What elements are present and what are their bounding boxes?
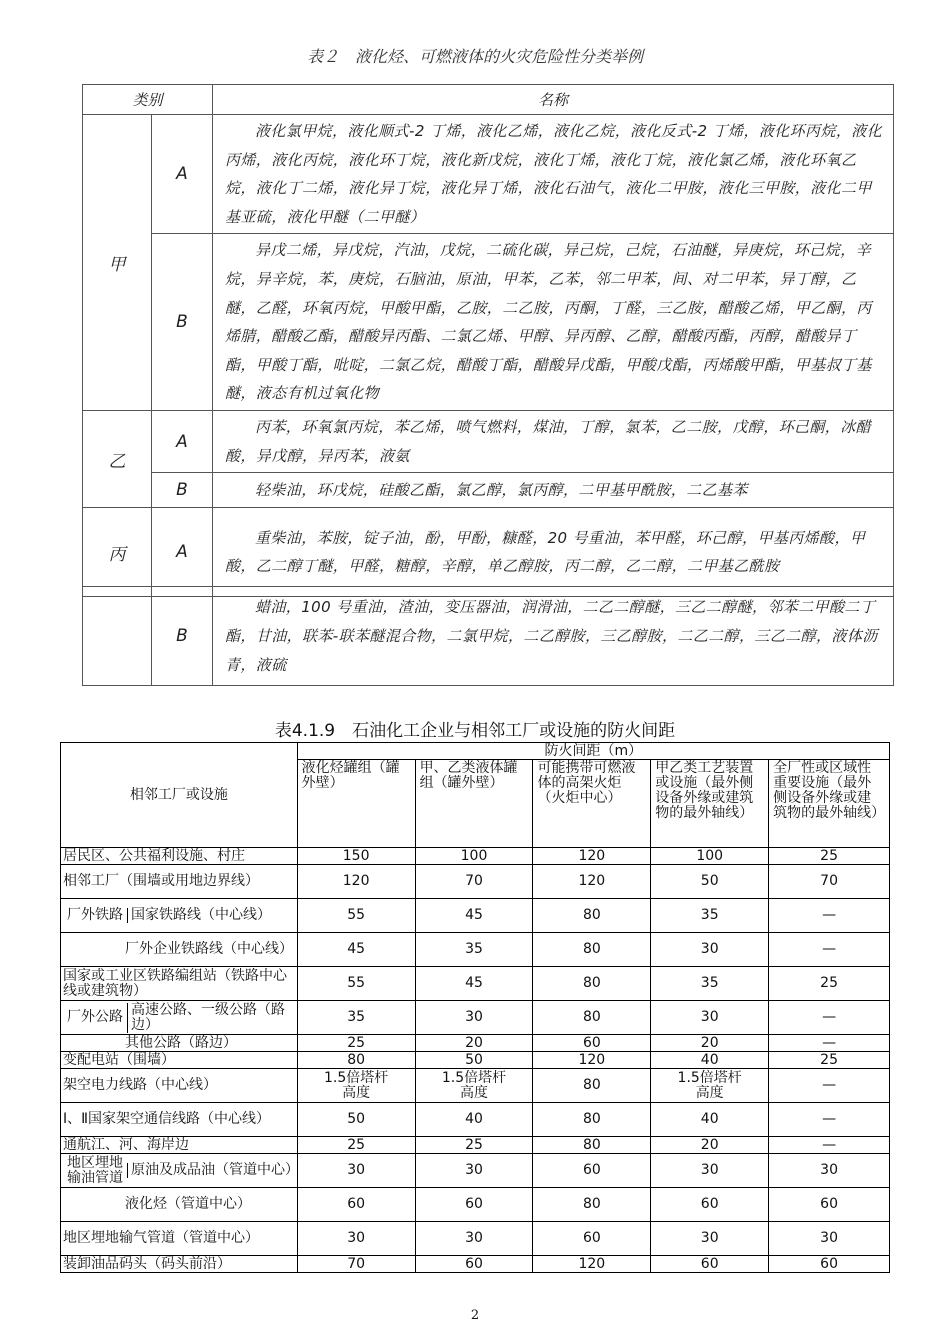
value-cell: — bbox=[769, 1103, 890, 1137]
value-cell: — bbox=[769, 1137, 890, 1154]
value-cell: 120 bbox=[533, 865, 651, 899]
page-number: 2 bbox=[470, 1308, 480, 1323]
value-cell: 25 bbox=[769, 848, 890, 865]
category-bing: 丙 bbox=[83, 508, 152, 597]
value-cell: 60 bbox=[533, 1222, 651, 1256]
table1-title: 表２ 液化烃、可燃液体的火灾危险性分类举例 bbox=[306, 47, 643, 66]
value-cell: 120 bbox=[533, 848, 651, 865]
value-cell: 60 bbox=[651, 1256, 769, 1273]
value-cell: 30 bbox=[651, 1001, 769, 1035]
value-cell: 30 bbox=[769, 1222, 890, 1256]
substance-list: 液化氯甲烷，液化顺式-2 丁烯，液化乙烯，液化乙烷，液化反式-2 丁烯，液化环丙烷，液化丙烯，液化丙烷，液化环丁烷，液化新戊烷，液化丁烯，液化丁烷，液化氯乙烯，液化环氧乙烷，液化丁二烯，液化异丁烷，液化异丁烯，液化石油气，液化二甲胺，液化三甲胺，液化二甲基亚硫，液化甲醚（二甲醚） bbox=[213, 115, 894, 234]
substance-list: 轻柴油，环戊烷，硅酸乙酯，氯乙醇，氯丙醇，二甲基甲酰胺，二乙基苯 bbox=[213, 473, 894, 508]
value-cell: 70 bbox=[297, 1256, 415, 1273]
value-cell: 25 bbox=[769, 1052, 890, 1069]
value-cell: 60 bbox=[533, 1035, 651, 1052]
subclass-label: B bbox=[152, 587, 213, 686]
value-cell bbox=[415, 1069, 533, 1103]
value-cell: — bbox=[769, 933, 890, 967]
value-cell: 60 bbox=[651, 1188, 769, 1222]
row-label: 地区埋地输气管道（管道中心） bbox=[61, 1222, 298, 1256]
value-cell: 45 bbox=[415, 899, 533, 933]
row-label: 变配电站（围墙） bbox=[61, 1052, 298, 1069]
value-cell: 25 bbox=[297, 1137, 415, 1154]
value-cell: 30 bbox=[297, 1154, 415, 1188]
category-empty-cell bbox=[83, 587, 152, 686]
value-cell: 50 bbox=[651, 865, 769, 899]
value-cell: 30 bbox=[651, 933, 769, 967]
value-cell: 35 bbox=[415, 933, 533, 967]
substance-list: 重柴油，苯胺，锭子油，酚，甲酚，糠醛，20 号重油，苯甲醛，环己醇，甲基丙烯酸，甲酸，乙二醇丁醚，甲醛，糖醇，辛醇，单乙醇胺，丙二醇，乙二醇，二甲基乙酰胺 bbox=[213, 508, 894, 597]
hazard-classification-table-continued bbox=[82, 586, 894, 686]
value-cell: 70 bbox=[769, 865, 890, 899]
value-cell: 60 bbox=[415, 1188, 533, 1222]
row-label: 通航江、河、海岸边 bbox=[61, 1137, 298, 1154]
value-cell: 55 bbox=[297, 967, 415, 1001]
row-label: 居民区、公共福利设施、村庄 bbox=[61, 848, 298, 865]
value-cell: 100 bbox=[415, 848, 533, 865]
value-cell: 20 bbox=[651, 1137, 769, 1154]
row-label: 液化烃（管道中心） bbox=[61, 1188, 298, 1222]
value-cell: 120 bbox=[533, 1052, 651, 1069]
row-label: 其他公路（路边） bbox=[61, 1035, 298, 1052]
value-text: 1.5倍塔杆高度 bbox=[677, 1069, 742, 1101]
header-col: 全厂性或区域性重要设施（最外侧设备外缘或建筑物的最外轴线） bbox=[769, 760, 890, 848]
value-cell: 40 bbox=[651, 1052, 769, 1069]
value-cell: — bbox=[769, 1001, 890, 1035]
value-cell: 25 bbox=[415, 1137, 533, 1154]
header-fire-distance: 防火间距（m） bbox=[297, 743, 889, 760]
header-col: 可能携带可燃液体的高架火炬（火炬中心） bbox=[533, 760, 651, 848]
value-cell: 80 bbox=[533, 1188, 651, 1222]
value-cell: 80 bbox=[533, 1137, 651, 1154]
value-cell bbox=[651, 1069, 769, 1103]
subclass-label: B bbox=[152, 234, 213, 411]
value-cell: 80 bbox=[297, 1052, 415, 1069]
value-cell: 80 bbox=[533, 1069, 651, 1103]
value-cell: 60 bbox=[769, 1188, 890, 1222]
row-label: 国家铁路线（中心线） bbox=[127, 908, 295, 923]
table2-title: 表4.1.9 石油化工企业与相邻工厂或设施的防火间距 bbox=[274, 721, 676, 741]
row-label-grouped bbox=[61, 1154, 298, 1188]
value-cell: 55 bbox=[297, 899, 415, 933]
value-cell: 30 bbox=[415, 1001, 533, 1035]
header-name: 名称 bbox=[213, 85, 894, 115]
value-cell: 60 bbox=[297, 1188, 415, 1222]
header-adjacent-facility: 相邻工厂或设施 bbox=[61, 743, 298, 848]
value-cell: 30 bbox=[297, 1222, 415, 1256]
value-cell: 150 bbox=[297, 848, 415, 865]
value-cell: 40 bbox=[415, 1103, 533, 1137]
substance-list: 蜡油，100 号重油，渣油，变压器油，润滑油，二乙二醇醚，三乙二醇醚，邻苯二甲酸二丁酯，甘油，联苯-联苯醚混合物，二氯甲烷，二乙醇胺，三乙醇胺，二乙二醇，三乙二醇，液体沥青，液硫 bbox=[213, 587, 894, 686]
value-cell: 100 bbox=[651, 848, 769, 865]
group-label: 厂外公路 bbox=[67, 1009, 123, 1025]
value-cell: 20 bbox=[415, 1035, 533, 1052]
value-cell: 25 bbox=[769, 967, 890, 1001]
substance-list: 丙苯，环氧氯丙烷，苯乙烯，喷气燃料，煤油，丁醇，氯苯，乙二胺，戊醇，环己酮，冰醋酸，异戊醇，异丙苯，液氨 bbox=[213, 410, 894, 472]
value-cell: — bbox=[769, 899, 890, 933]
row-label: 装卸油品码头（码头前沿） bbox=[61, 1256, 298, 1273]
value-cell bbox=[297, 1069, 415, 1103]
row-label: 厂外企业铁路线（中心线） bbox=[61, 933, 298, 967]
row-label: Ⅰ、Ⅱ国家架空通信线路（中心线） bbox=[61, 1103, 298, 1137]
fire-distance-table bbox=[60, 742, 890, 1273]
value-cell: 35 bbox=[297, 1001, 415, 1035]
value-cell: 80 bbox=[533, 1103, 651, 1137]
value-cell: 35 bbox=[651, 899, 769, 933]
group-label: 厂外铁路 bbox=[67, 907, 123, 923]
subclass-label: A bbox=[152, 508, 213, 597]
row-label: 架空电力线路（中心线） bbox=[61, 1069, 298, 1103]
value-cell: — bbox=[769, 1035, 890, 1052]
category-yi: 乙 bbox=[83, 410, 152, 507]
group-label: 地区埋地输油管道 bbox=[67, 1154, 123, 1186]
row-label: 相邻工厂（围墙或用地边界线） bbox=[61, 865, 298, 899]
value-cell: 50 bbox=[415, 1052, 533, 1069]
header-col: 液化烃罐组（罐外壁） bbox=[297, 760, 415, 848]
header-category: 类别 bbox=[83, 85, 213, 115]
header-col: 甲、乙类液体罐组（罐外壁） bbox=[415, 760, 533, 848]
substance-list: 异戊二烯，异戊烷，汽油，戊烷，二硫化碳，异己烷，己烷，石油醚，异庚烷，环己烷，辛烷，异辛烷，苯，庚烷，石脑油，原油，甲苯，乙苯，邻二甲苯，间、对二甲苯，异丁醇，乙醚，乙醛，环氧丙烷，甲酸甲酯，乙胺，二乙胺，丙酮，丁醛，三乙胺，醋酸乙烯，甲乙酮，丙烯腈，醋酸乙酯，醋酸异丙酯、二氯乙烯、甲醇、异丙醇、乙醇，醋酸丙酯，丙醇，醋酸异丁酯，甲酸丁酯，吡啶，二氯乙烷，醋酸丁酯，醋酸异戊酯，甲酸戊酯，丙烯酸甲酯，甲基叔丁基醚，液态有机过氧化物 bbox=[213, 234, 894, 411]
hazard-classification-table bbox=[82, 84, 894, 597]
value-cell: 30 bbox=[651, 1222, 769, 1256]
row-label-grouped bbox=[61, 899, 298, 933]
value-text: 1.5倍塔杆高度 bbox=[441, 1069, 507, 1101]
subclass-label: A bbox=[152, 410, 213, 472]
value-cell: 80 bbox=[533, 899, 651, 933]
value-cell: 120 bbox=[297, 865, 415, 899]
value-cell: 20 bbox=[651, 1035, 769, 1052]
value-cell: 40 bbox=[651, 1103, 769, 1137]
value-cell: — bbox=[769, 1069, 890, 1103]
value-cell: 30 bbox=[415, 1222, 533, 1256]
row-label: 原油及成品油（管道中心） bbox=[127, 1163, 295, 1178]
value-cell: 60 bbox=[769, 1256, 890, 1273]
value-cell: 120 bbox=[533, 1256, 651, 1273]
row-label: 高速公路、一级公路（路边） bbox=[127, 1003, 295, 1033]
category-jia: 甲 bbox=[83, 115, 152, 411]
value-cell: 30 bbox=[415, 1154, 533, 1188]
value-cell: 30 bbox=[769, 1154, 890, 1188]
value-cell: 50 bbox=[297, 1103, 415, 1137]
value-cell: 45 bbox=[297, 933, 415, 967]
value-cell: 70 bbox=[415, 865, 533, 899]
row-label: 国家或工业区铁路编组站（铁路中心线或建筑物） bbox=[61, 967, 298, 1001]
row-label-grouped bbox=[61, 1001, 298, 1035]
subclass-label: B bbox=[152, 473, 213, 508]
value-cell: 25 bbox=[297, 1035, 415, 1052]
value-cell: 80 bbox=[533, 933, 651, 967]
value-cell: 60 bbox=[533, 1154, 651, 1188]
subclass-label: A bbox=[152, 115, 213, 234]
header-col: 甲乙类工艺装置或设施（最外侧设备外缘或建筑物的最外轴线） bbox=[651, 760, 769, 848]
value-cell: 45 bbox=[415, 967, 533, 1001]
value-text: 1.5倍塔杆高度 bbox=[323, 1069, 389, 1101]
value-cell: 80 bbox=[533, 1001, 651, 1035]
value-cell: 30 bbox=[651, 1154, 769, 1188]
value-cell: 60 bbox=[415, 1256, 533, 1273]
value-cell: 35 bbox=[651, 967, 769, 1001]
value-cell: 80 bbox=[533, 967, 651, 1001]
